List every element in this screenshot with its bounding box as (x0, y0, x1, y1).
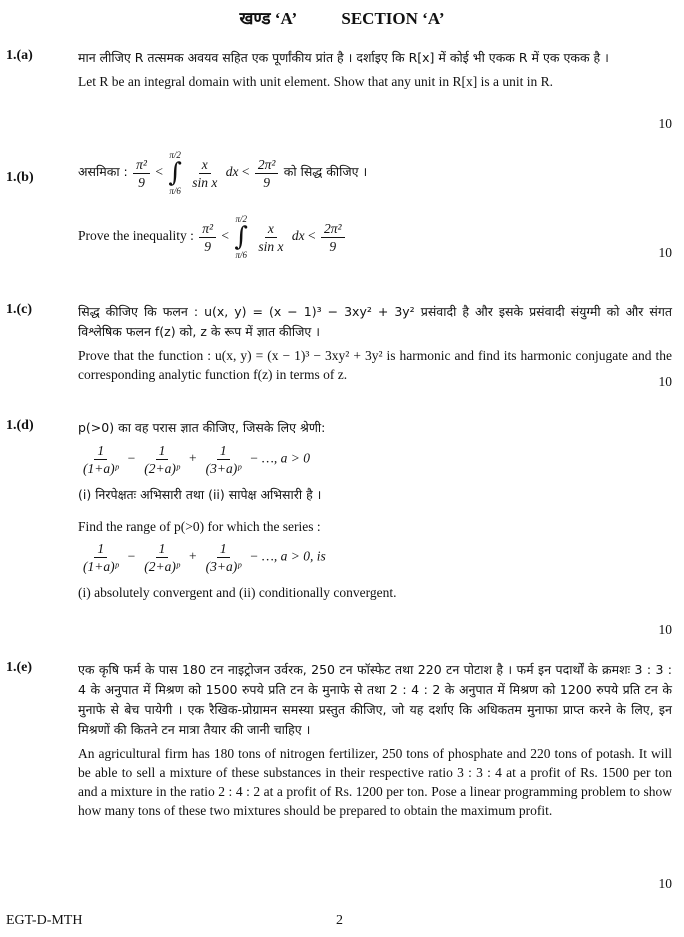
question-english: Let R be an integral domain with unit element. Show that any unit in R[x] is a unit in R. (78, 74, 554, 89)
question-marks: 10 (658, 374, 672, 389)
inequality-prefix-hindi: असमिका : (78, 164, 128, 180)
lhs-fraction: $\frac{\text{π²}}{9}$ (133, 156, 150, 191)
lhs-fraction: $\frac{\text{π²}}{9}$ (199, 220, 216, 255)
question-body (78, 418, 672, 602)
series-term-1: $\frac{1}{\text{(1+a)ᵖ}}$ (83, 443, 119, 476)
section-title-english: SECTION ‘A’ (341, 9, 445, 28)
question-number: 1.(e) (6, 660, 33, 675)
question-hindi-conditions: (i) निरपेक्षतः अभिसारी तथा (ii) सापेक्ष अभिसारी है । (78, 487, 322, 502)
page-number: 2 (336, 913, 343, 928)
dx: dx (225, 164, 239, 180)
question-hindi: मान लीजिए R तत्समक अवयव सहित एक पूर्णांकीय प्रांत है । दर्शाइए कि R[x] में कोई भी एकक R में एक एकक है । (78, 50, 609, 65)
inequality-prefix-english: Prove the inequality : (78, 228, 194, 244)
integrand-fraction: $\frac{x}{\text{sin x}}$ (192, 156, 218, 190)
question-english-conditions: (i) absolutely convergent and (ii) conditionally convergent. (78, 585, 397, 600)
question-body (78, 48, 672, 91)
series-english (78, 540, 672, 575)
lt-sign: < (307, 228, 316, 244)
inequality-english (78, 214, 672, 260)
series-term-3: $\frac{1}{\text{(3+a)ᵖ}}$ (205, 541, 242, 574)
question-english: An agricultural firm has 180 tons of nitrogen fertilizer, 250 tons of phosphate and 220 tons of potash. It will be able to sell a mixture of these substances in their respective ratio 3 : 3 : 4 at a profit of Rs. 1500 per ton and a mixture in the ratio 2 : 4 : 2 at a profit of Rs. 1200 per ton. Pose a linear programming problem to show how many tons of these two mixtures should be prepared to obtain the maximum profit. (78, 746, 672, 818)
series-term-2: $\frac{1}{\text{(2+a)ᵖ}}$ (144, 443, 180, 476)
series-tail: − …, a > 0 (249, 450, 310, 466)
series-term-1: $\frac{1}{\text{(1+a)ᵖ}}$ (83, 541, 119, 574)
rhs-fraction: $\frac{\text{2π²}}{9}$ (255, 156, 279, 191)
question-english-intro: Find the range of p(>0) for which the series : (78, 519, 321, 534)
question-english: Prove that the function : u(x, y) = (x − 1)³ − 3xy² + 3y² is harmonic and find its harmonic conjugate and the corresponding analytic function f(z) in terms of z. (78, 348, 672, 382)
inequality-hindi (78, 150, 672, 196)
lt-sign: < (241, 164, 250, 180)
question-marks: 10 (658, 876, 672, 891)
series-tail: − …, a > 0, is (249, 548, 326, 564)
integral-sign: π/2 ∫ π/6 (168, 150, 182, 196)
rhs-fraction: $\frac{\text{2π²}}{9}$ (321, 220, 345, 255)
paper-code: EGT-D-MTH (6, 913, 83, 928)
question-number: 1.(b) (6, 170, 34, 185)
question-number: 1.(d) (6, 418, 34, 433)
series-hindi (78, 442, 672, 477)
minus-sign: − (126, 450, 136, 466)
question-marks: 10 (658, 245, 672, 260)
question-body (78, 302, 672, 384)
dx: dx (291, 228, 305, 244)
question-hindi: एक कृषि फर्म के पास 180 टन नाइट्रोजन उर्वरक, 250 टन फॉस्फेट तथा 220 टन पोटाश है । फर्म इन पदार्थों के क्रमशः 3 : 3 : 4 के अनुपात में मिश्रण को 1500 रुपये प्रति टन के मुनाफे से तथा 2 : 4 : 2 के अनुपात में मिश्रण को 1200 रुपये प्रति टन के मुनाफे से बेच पायेगी । एक रैखिक-प्रोग्रामन समस्या प्रस्तुत कीजिए, जो यह दर्शाए कि अधिकतम मुनाफा प्राप्त करने के लिए, इन मिश्रणों की कितने टन मात्रा तैयार की जानी चाहिए । (78, 662, 672, 737)
question-hindi-intro: p(>0) का वह परास ज्ञात कीजिए, जिसके लिए श्रेणी: (78, 420, 326, 435)
lt-sign: < (221, 228, 230, 244)
question-number: 1.(c) (6, 302, 33, 317)
section-title (0, 6, 684, 29)
question-body (78, 660, 672, 820)
plus-sign: + (188, 548, 198, 564)
lt-sign: < (155, 164, 163, 180)
question-marks: 10 (658, 622, 672, 637)
plus-sign: + (188, 450, 198, 466)
question-number: 1.(a) (6, 48, 33, 63)
section-title-hindi: खण्ड ‘A’ (239, 9, 298, 28)
question-marks: 10 (658, 116, 672, 131)
question-body (78, 150, 672, 260)
series-term-3: $\frac{1}{\text{(3+a)ᵖ}}$ (205, 443, 242, 476)
question-hindi: सिद्ध कीजिए कि फलन : u(x, y) = (x − 1)³ − 3xy² + 3y² प्रसंवादी है और इसके प्रसंवादी संयुग्मी को और संगत विश्लेषिक फलन f(z) को, z के रूप में ज्ञात कीजिए । (78, 304, 672, 339)
inequality-suffix-hindi: को सिद्ध कीजिए । (283, 164, 368, 180)
series-term-2: $\frac{1}{\text{(2+a)ᵖ}}$ (144, 541, 180, 574)
integrand-fraction: $\frac{x}{\text{sin x}}$ (258, 220, 284, 254)
integral-sign: π/2 ∫ π/6 (234, 214, 248, 260)
minus-sign: − (126, 548, 136, 564)
